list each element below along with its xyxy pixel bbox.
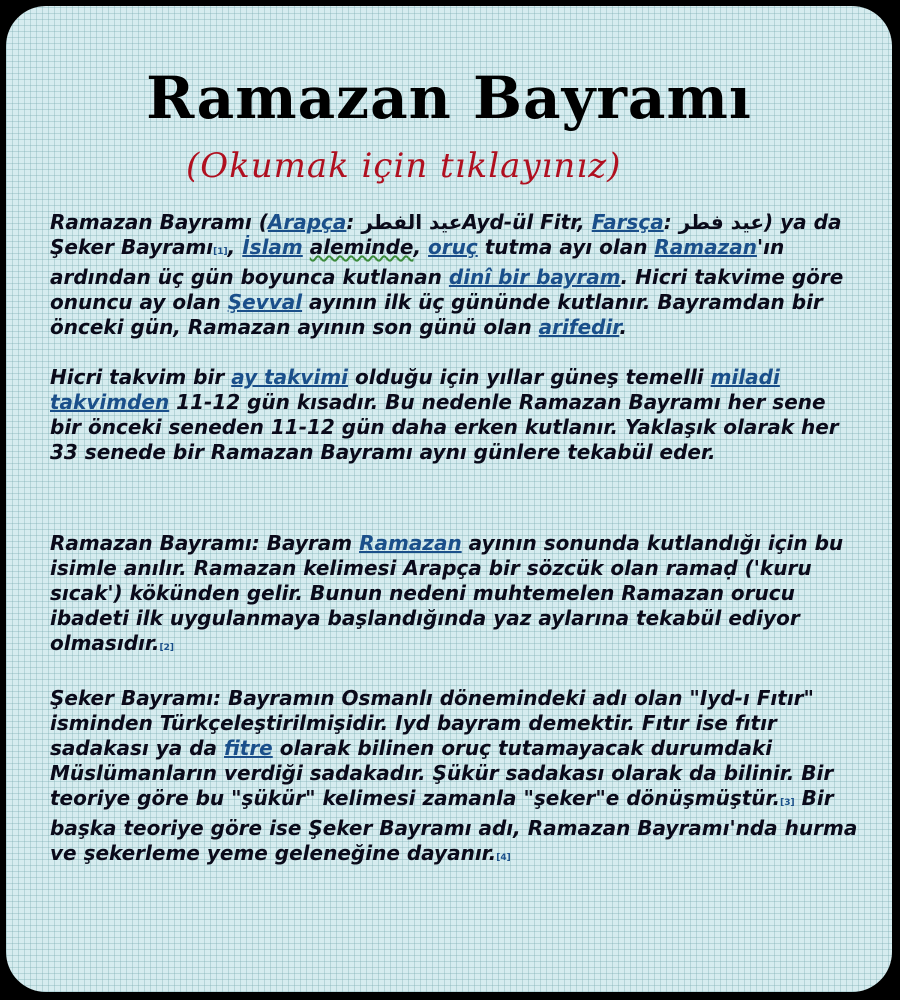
- paragraph-calendar: [50, 365, 860, 465]
- reference-link-1[interactable]: [1]: [213, 247, 228, 257]
- arabic-text-2: عيد فطر: [678, 210, 765, 234]
- page-title: Ramazan Bayramı: [146, 64, 752, 132]
- link-arife[interactable]: arifedir: [538, 315, 620, 339]
- link-farsca[interactable]: Farsça: [591, 210, 664, 234]
- text: . Hicri takvime göre onuncu ay olan: [50, 265, 844, 314]
- text: olarak bilinen oruç tutamayacak durumdaki Müslümanların verdiği sadakadır. Şükür sadakası olarak da bilinir. Bir teoriye göre bu "şükür" kelimesi zamanla "şeker"e dönüşmüştür.: [50, 736, 834, 810]
- text: Ramazan Bayramı: Bayram: [50, 531, 360, 555]
- content-card: [6, 6, 892, 992]
- paragraph-seker-name: [50, 686, 860, 871]
- link-ramazan-2[interactable]: Ramazan: [359, 531, 462, 555]
- read-link[interactable]: (Okumak için tıklayınız): [186, 146, 622, 186]
- link-oruc[interactable]: oruç: [428, 235, 478, 259]
- text: tutma ayı olan: [477, 235, 655, 259]
- link-arapca[interactable]: Arapça: [267, 210, 347, 234]
- text: Şeker Bayramı: Bayramın Osmanlı dönemindeki adı olan "Iyd-ı Fıtır" isminden Türkçeleştirilmişidir. Iyd bayram demektir. Fıtır ise fıtır sadakası ya da: [50, 686, 814, 760]
- text: Bir başka teoriye göre ise Şeker Bayramı adı, Ramazan Bayramı'nda hurma ve şekerleme yeme geleneğine dayanır.: [50, 786, 858, 865]
- link-fitre[interactable]: fitre: [224, 736, 273, 760]
- link-ay-takvimi[interactable]: ay takvimi: [231, 365, 349, 389]
- paragraph-ramazan-name: [50, 531, 860, 661]
- text: ayının sonunda kutlandığı için bu isimle anılır. Ramazan kelimesi Arapça bir sözcük olan ramaḍ ('kuru sıcak') kökünden gelir. Bunun nedeni muhtemelen Ramazan orucu ibadeti ilk uygulanmaya başlandığında yaz aylarına tekabül ediyor olmasıdır.: [50, 531, 844, 655]
- text: ) ya da Şeker Bayramı: [50, 210, 842, 259]
- link-ramazan[interactable]: Ramazan: [654, 235, 758, 259]
- text: :: [346, 210, 362, 234]
- text: [303, 235, 310, 259]
- text: :: [663, 210, 679, 234]
- link-dini-bayram[interactable]: dinî bir bayram: [448, 265, 621, 289]
- text: 11-12 gün kısadır. Bu nedenle Ramazan Bayramı her sene bir önceki seneden 11-12 gün daha erken kutlanır. Yaklaşık olarak her 33 senede bir Ramazan Bayramı aynı günlere tekabül eder.: [50, 390, 839, 464]
- text: ayının ilk üç gününde kutlanır. Bayramdan bir önceki gün, Ramazan ayının son günü olan: [50, 290, 823, 339]
- text: olduğu için yıllar güneş temelli: [348, 365, 711, 389]
- text: ,: [413, 235, 429, 259]
- text: 'ın ardından üç gün boyunca kutlanan: [50, 235, 785, 289]
- text: ,: [227, 235, 243, 259]
- reference-link-4[interactable]: [4]: [496, 853, 511, 863]
- link-sevval[interactable]: Şevval: [227, 290, 303, 314]
- article-body: [50, 210, 860, 871]
- text: Ramazan Bayramı (: [50, 210, 268, 234]
- reference-link-2[interactable]: [2]: [159, 643, 174, 653]
- spellcheck-word: aleminde: [309, 235, 414, 259]
- link-miladi-takvim[interactable]: miladi takvimden: [50, 365, 780, 414]
- link-islam[interactable]: İslam: [242, 235, 303, 259]
- text: Ayd-ül Fitr,: [462, 210, 592, 234]
- text: Hicri takvim bir: [50, 365, 232, 389]
- paragraph-intro: [50, 210, 860, 340]
- reference-link-3[interactable]: [3]: [780, 798, 795, 808]
- arabic-text-1: عيد الفطر: [361, 210, 463, 234]
- text: .: [619, 315, 627, 339]
